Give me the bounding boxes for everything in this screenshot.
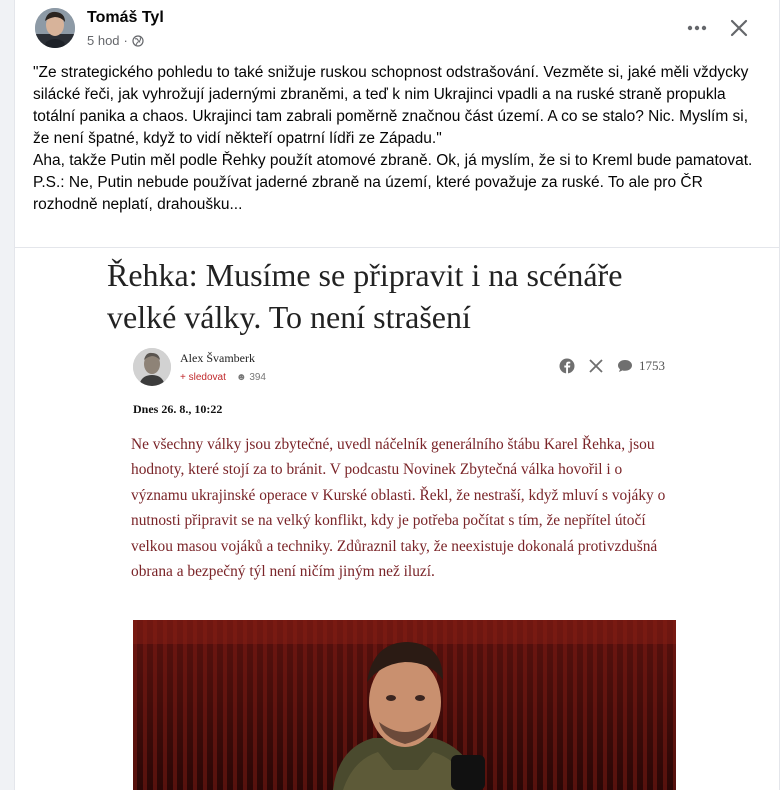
post-quote-paragraph: "Ze strategického pohledu to také snižuje ruskou schopnost odstrašování. Vezměte si, jaké měli vždycky silácké řeči, jak vyhrožují jadernými zbraněmi, a teď k nim Ukrajinci vpadli a na ruské straně propukla totální panika a chaos. Ukrajinci tam zabrali poměrně značnou část území. A co se stalo? Nic. Myslím si, že není špatné, když to vidí někteří opatrní lídři ze Západu." [33,64,749,147]
article-author-name: Alex Švamberk [180,351,255,365]
author-name[interactable]: Tomáš Tyl [87,9,164,26]
article-author-row [133,348,683,388]
close-button[interactable] [721,10,757,46]
post-meta [87,33,144,48]
post-header [31,6,765,54]
comment-icon [617,359,633,373]
article-follow-link: + sledovat [180,372,226,383]
post-text [33,62,763,216]
post-comment-paragraph: Aha, takže Putin měl podle Řehky použít atomové zbraně. Ok, já myslím, že si to Kreml bude pamatovat. [33,152,753,169]
x-icon [589,359,603,373]
article-comment-count: 1753 [639,358,665,373]
post-ps-paragraph: P.S.: Ne, Putin nebude používat jaderné zbraně na území, které považuje za ruské. To ale pro ČR rozhodně neplatí, drahoušku... [33,174,703,213]
more-horizontal-icon [687,25,707,31]
post-time[interactable]: 5 hod [87,33,120,48]
article-photo [133,620,676,790]
article-date: Dnes 26. 8., 10:22 [133,402,223,416]
post-card [14,0,780,790]
more-options-button[interactable] [679,10,715,46]
article-followers-count: 394 [249,372,266,383]
article-share-bar [559,358,665,374]
person-icon: ☻ [236,372,247,383]
facebook-icon [559,358,575,374]
article-screenshot[interactable] [101,248,695,790]
globe-icon[interactable] [132,35,144,47]
article-followers [236,372,266,383]
meta-separator: · [123,33,128,48]
close-icon [730,19,748,37]
article-lead: Ne všechny války jsou zbytečné, uvedl náčelník generálního štábu Karel Řehka, jsou hodnoty, které stojí za to bránit. V podcastu Novinek Zbytečná válka hovořil i o významu ukrajinské operace v Kurské oblasti. Řekl, že nestraší, když mluví s vojáky o nutnosti připravit se na velký konflikt, kdy je potřeba počítat s tím, že nepřítel útočí velkou masou vojáků a techniky. Zdůraznil taky, že neexistuje dokonalá protivzdušná obrana a bezpečný týl není ničím jiným než iluzí. [131,436,666,581]
article-title: Řehka: Musíme se připravit i na scénáře velké války. To není strašení [107,257,623,335]
author-avatar[interactable] [35,8,75,48]
article-author-avatar [133,348,171,386]
